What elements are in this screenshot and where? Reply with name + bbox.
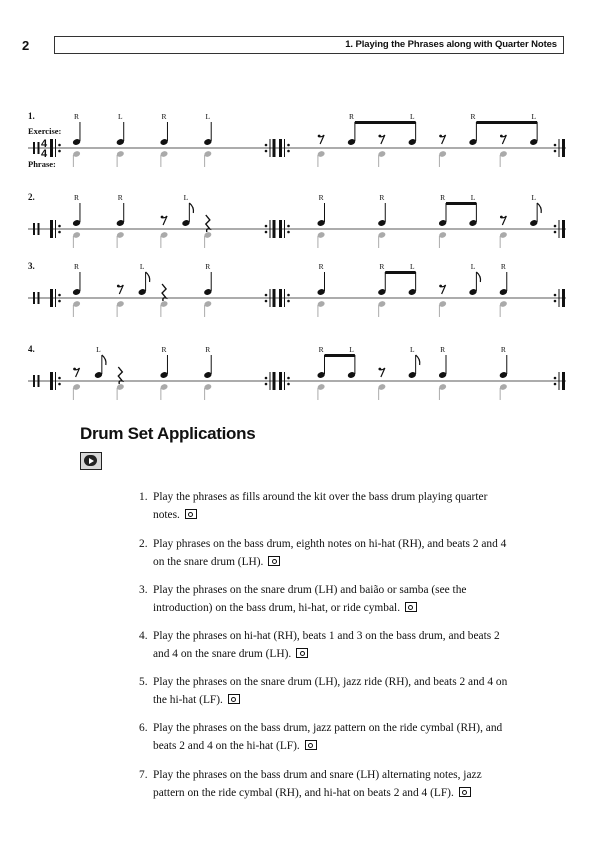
barline-thick — [273, 139, 276, 157]
sticking-label: R — [117, 193, 123, 202]
repeat-dot — [265, 150, 268, 153]
sticking-label: R — [318, 193, 324, 202]
sticking-label: R — [74, 262, 80, 271]
application-text-content: Play phrases on the bass drum, eighth notes on hi-hat (RH), and beats 2 and 4 on the snare drum (LH). — [153, 538, 507, 568]
eighth-rest-dot — [378, 368, 381, 371]
sticking-label: R — [74, 112, 80, 121]
eighth-rest-dot — [439, 285, 442, 288]
sticking-label: L — [409, 262, 415, 271]
sticking-label: R — [161, 345, 167, 354]
percussion-clef — [38, 142, 40, 154]
eighth-rest-dot — [161, 216, 164, 219]
application-text-content: Play the phrases on the snare drum (LH) and baião or samba (see the introduction) on the bass drum, hi-hat, or ride cymbal. — [153, 584, 467, 614]
application-number: 5. — [139, 676, 148, 688]
note-beam — [385, 271, 415, 274]
repeat-dot — [287, 225, 290, 228]
repeat-dot — [58, 377, 61, 380]
repeat-dot — [287, 383, 290, 386]
percussion-clef — [38, 223, 40, 235]
application-text — [139, 581, 509, 617]
repeat-dot — [265, 144, 268, 147]
sticking-label: R — [470, 112, 476, 121]
repeat-dot — [554, 150, 557, 153]
barline-thick — [273, 220, 276, 238]
play-icon[interactable] — [80, 452, 102, 470]
application-item — [139, 535, 509, 571]
sticking-label: R — [161, 112, 167, 121]
exercise-number: 3. — [28, 261, 35, 271]
repeat-dot — [287, 300, 290, 303]
play-icon-triangle — [89, 458, 94, 464]
repeat-dot — [58, 144, 61, 147]
application-text — [139, 766, 509, 802]
application-text — [139, 627, 509, 663]
barline-thick — [279, 139, 282, 157]
sticking-label: L — [409, 345, 415, 354]
repeat-dot — [287, 231, 290, 234]
percussion-clef — [38, 375, 40, 387]
camera-icon[interactable] — [268, 556, 280, 566]
section-heading: Drum Set Applications — [80, 424, 256, 443]
sticking-label: R — [205, 262, 211, 271]
camera-icon[interactable] — [228, 694, 240, 704]
sticking-label: R — [440, 193, 446, 202]
repeat-dot — [287, 377, 290, 380]
repeat-dot — [554, 231, 557, 234]
exercise-number: 1. — [28, 111, 35, 121]
camera-icon[interactable] — [296, 648, 308, 658]
repeat-dot — [265, 300, 268, 303]
note-flag — [102, 355, 106, 365]
application-item — [139, 766, 509, 802]
repeat-dot — [58, 150, 61, 153]
exercise-label: Exercise: — [28, 126, 62, 136]
repeat-dot — [265, 231, 268, 234]
sticking-label: L — [470, 193, 476, 202]
percussion-clef — [33, 375, 35, 387]
repeat-dot — [58, 294, 61, 297]
exercise-number: 4. — [28, 344, 35, 354]
chapter-title: 1. Playing the Phrases along with Quarter Notes — [345, 39, 557, 50]
camera-icon[interactable] — [305, 740, 317, 750]
repeat-dot — [58, 225, 61, 228]
notation-area — [0, 0, 602, 410]
application-text — [139, 719, 509, 755]
repeat-dot — [287, 294, 290, 297]
repeat-dot — [554, 144, 557, 147]
barline-thick — [279, 372, 282, 390]
sticking-label: R — [74, 193, 80, 202]
application-number: 2. — [139, 538, 148, 550]
sticking-label: R — [500, 262, 506, 271]
note-flag — [416, 355, 420, 365]
application-text-content: Play the phrases as fills around the kit over the bass drum playing quarter notes. — [153, 491, 488, 521]
eighth-rest-dot — [117, 285, 120, 288]
repeat-dot — [58, 383, 61, 386]
barline-thick — [562, 372, 565, 390]
sticking-label: L — [118, 112, 123, 121]
quarter-rest — [118, 367, 122, 384]
eighth-rest-dot — [500, 135, 503, 138]
application-number: 4. — [139, 630, 148, 642]
sticking-label: L — [139, 262, 145, 271]
sticking-label: L — [531, 193, 537, 202]
sticking-label: R — [379, 193, 385, 202]
repeat-dot — [265, 225, 268, 228]
camera-icon[interactable] — [459, 787, 471, 797]
percussion-clef — [33, 223, 35, 235]
application-number: 7. — [139, 769, 148, 781]
barline-thick — [562, 220, 565, 238]
application-item — [139, 627, 509, 663]
repeat-dot — [554, 377, 557, 380]
sticking-label: R — [379, 262, 385, 271]
application-text — [139, 488, 509, 524]
note-flag — [146, 272, 150, 282]
percussion-clef — [33, 292, 35, 304]
repeat-dot — [554, 294, 557, 297]
sticking-label: L — [470, 262, 476, 271]
sticking-label: L — [409, 112, 415, 121]
sticking-label: L — [96, 345, 101, 354]
repeat-dot — [265, 377, 268, 380]
eighth-rest-dot — [378, 135, 381, 138]
application-text — [139, 535, 509, 571]
application-number: 1. — [139, 491, 148, 503]
repeat-dot — [265, 383, 268, 386]
camera-icon[interactable] — [185, 509, 197, 519]
sticking-label: R — [318, 345, 324, 354]
sticking-label: R — [205, 345, 211, 354]
repeat-dot — [554, 300, 557, 303]
exercise-number: 2. — [28, 192, 35, 202]
application-text-content: Play the phrases on hi-hat (RH), beats 1 and 3 on the bass drum, and beats 2 and 4 on the snare drum (LH). — [153, 630, 500, 660]
application-item — [139, 581, 509, 617]
repeat-dot — [287, 150, 290, 153]
application-item — [139, 719, 509, 755]
repeat-dot — [287, 144, 290, 147]
sticking-label: R — [500, 345, 506, 354]
note-beam — [325, 354, 355, 357]
percussion-clef — [38, 292, 40, 304]
application-text — [139, 673, 509, 709]
barline-thick — [273, 372, 276, 390]
time-signature-bottom: 4 — [41, 148, 48, 160]
sticking-label: L — [531, 112, 537, 121]
barline-thick — [562, 289, 565, 307]
repeat-dot — [58, 231, 61, 234]
sticking-label: R — [318, 262, 324, 271]
camera-icon[interactable] — [405, 602, 417, 612]
sticking-label: L — [205, 112, 211, 121]
application-number: 6. — [139, 722, 148, 734]
note-flag — [537, 203, 541, 213]
eighth-rest-dot — [439, 135, 442, 138]
note-beam — [446, 202, 476, 205]
note-beam — [476, 121, 537, 124]
application-item — [139, 488, 509, 524]
sticking-label: R — [348, 112, 354, 121]
eighth-rest-dot — [500, 216, 503, 219]
barline-thick — [562, 139, 565, 157]
note-beam — [355, 121, 416, 124]
application-text-content: Play the phrases on the bass drum and snare (LH) alternating notes, jazz pattern on the ride cymbal (RH), and hi-hat on beats 2 and 4 (LF). — [153, 769, 482, 799]
note-flag — [476, 272, 480, 282]
barline-thick — [50, 289, 53, 307]
repeat-dot — [554, 225, 557, 228]
eighth-rest-dot — [73, 368, 76, 371]
phrase-label: Phrase: — [28, 159, 56, 169]
quarter-rest — [162, 284, 166, 301]
barline-thick — [279, 289, 282, 307]
sticking-label: L — [183, 193, 189, 202]
barline-thick — [273, 289, 276, 307]
application-number: 3. — [139, 584, 148, 596]
quarter-rest — [206, 215, 210, 232]
eighth-rest-dot — [318, 135, 321, 138]
barline-thick — [50, 139, 53, 157]
sticking-label: L — [349, 345, 354, 354]
repeat-dot — [554, 383, 557, 386]
page-number: 2 — [22, 38, 30, 53]
sticking-label: R — [440, 345, 446, 354]
percussion-clef — [33, 142, 35, 154]
barline-thick — [279, 220, 282, 238]
repeat-dot — [265, 294, 268, 297]
application-text-content: Play the phrases on the bass drum, jazz pattern on the ride cymbal (RH), and beats 2 and 4 on the hi-hat (LF). — [153, 722, 503, 752]
repeat-dot — [58, 300, 61, 303]
barline-thick — [50, 220, 53, 238]
application-text-content: Play the phrases on the snare drum (LH), jazz ride (RH), and beats 2 and 4 on the hi-hat (LF). — [153, 676, 508, 706]
application-item — [139, 673, 509, 709]
time-signature-top: 4 — [41, 138, 48, 150]
barline-thick — [50, 372, 53, 390]
note-flag — [189, 203, 193, 213]
